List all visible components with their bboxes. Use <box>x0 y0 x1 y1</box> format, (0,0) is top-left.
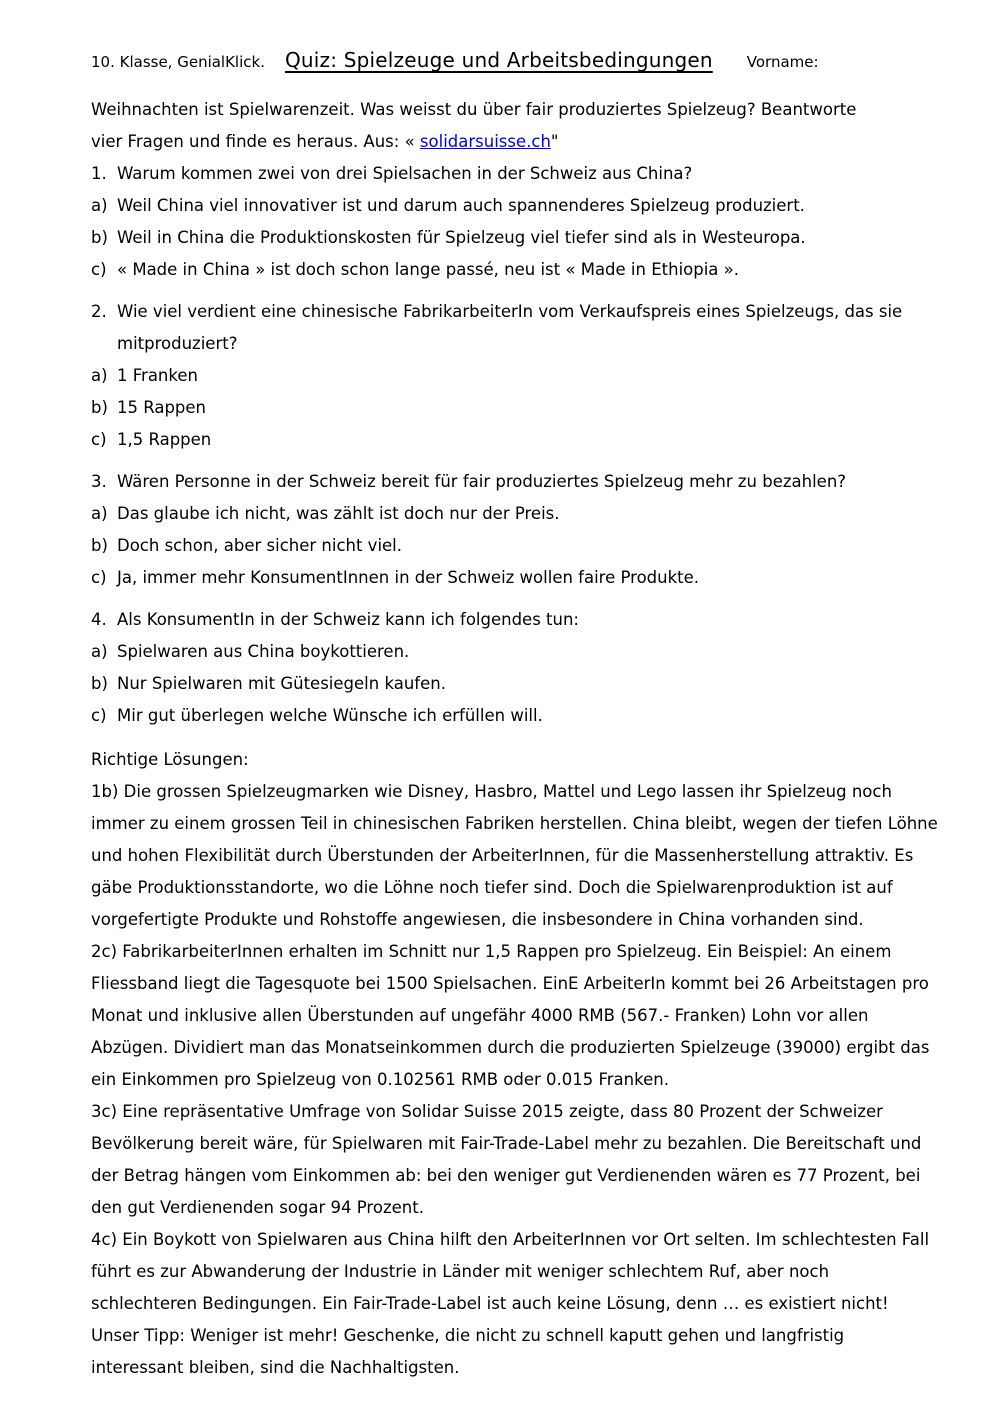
question-1-text: Warum kommen zwei von drei Spielsachen in der Schweiz aus China? <box>117 164 693 183</box>
option-label: b) <box>91 674 108 693</box>
option-label: c) <box>91 706 107 725</box>
solution-1b-text: Die grossen Spielzeugmarken wie Disney, Hasbro, Mattel und Lego lassen ihr Spielzeug noch immer zu einem grossen Teil in chinesischen Fabriken herstellen. China bleibt, wegen der tiefen Löhne und hohen Flexibilität durch Überstunden der ArbeiterInnen, für die Massenherstellung attraktiv. Es gäbe Produktionsstandorte, wo die Löhne noch tiefer sind. Doch die Spielwarenproduktion ist auf vorgefertigte Produkte und Rohstoffe angewiesen, die insbesondere in China vorhanden sind. <box>91 782 938 929</box>
intro-line-1: Weihnachten ist Spielwarenzeit. Was weisst du über fair produziertes Spielzeug? Beantworte <box>91 100 857 119</box>
question-3-title <box>91 466 938 498</box>
option-text: 15 Rappen <box>117 398 207 417</box>
solution-2c <box>91 936 938 1096</box>
intro-line-2-text: vier Fragen und finde es heraus. Aus: « <box>91 132 420 151</box>
question-1 <box>91 158 938 286</box>
option-label: c) <box>91 430 107 449</box>
option-label: c) <box>91 568 107 587</box>
option-label: b) <box>91 398 108 417</box>
question-2-option-a <box>91 360 938 392</box>
question-4-title <box>91 604 938 636</box>
option-label: a) <box>91 366 108 385</box>
solution-2c-text: FabrikarbeiterInnen erhalten im Schnitt nur 1,5 Rappen pro Spielzeug. Ein Beispiel: An einem Fliessband liegt die Tagesquote bei 1500 Spielsachen. EinE ArbeiterIn kommt bei 26 Arbeitstagen pro Monat und inklusive allen Überstunden auf ungefähr 4000 RMB (567.- Franken) Lohn vor allen Abzügen. Dividiert man das Monatseinkommen durch die produzierten Spielzeuge (39000) ergibt das ein Einkommen pro Spielzeug von 0.102561 RMB oder 0.015 Franken. <box>91 942 930 1089</box>
option-text: « Made in China » ist doch schon lange passé, neu ist « Made in Ethiopia ». <box>117 260 739 279</box>
option-label: c) <box>91 260 107 279</box>
solution-3c-id: 3c) <box>91 1102 118 1121</box>
option-text: Weil in China die Produktionskosten für Spielzeug viel tiefer sind als in Westeuropa. <box>117 228 806 247</box>
document-header <box>91 44 938 78</box>
option-text: Das glaube ich nicht, was zählt ist doch nur der Preis. <box>117 504 560 523</box>
question-4-text: Als KonsumentIn in der Schweiz kann ich folgendes tun: <box>117 610 579 629</box>
option-label: b) <box>91 536 108 555</box>
option-label: b) <box>91 228 108 247</box>
question-3-option-c <box>91 562 938 594</box>
question-2-title <box>91 296 938 360</box>
option-label: a) <box>91 504 108 523</box>
solution-4c <box>91 1224 938 1384</box>
class-label: 10. Klasse, GenialKlick. <box>91 53 265 71</box>
solution-4c-text: Ein Boykott von Spielwaren aus China hilft den ArbeiterInnen vor Ort selten. Im schlechtesten Fall führt es zur Abwanderung der Industrie in Länder mit weniger schlechtem Ruf, aber noch schlechteren Bedingungen. Ein Fair-Trade-Label ist auch keine Lösung, denn … es existiert nicht! Unser Tipp: Weniger ist mehr! Geschenke, die nicht zu schnell kaputt gehen und langfristig interessant bleiben, sind die Nachhaltigsten. <box>91 1230 930 1377</box>
option-text: 1,5 Rappen <box>117 430 212 449</box>
question-4-option-b <box>91 668 938 700</box>
closing-quote: " <box>550 132 559 151</box>
solution-3c <box>91 1096 938 1224</box>
question-3 <box>91 466 938 594</box>
option-text: Mir gut überlegen welche Wünsche ich erfüllen will. <box>117 706 543 725</box>
solution-1b <box>91 776 938 936</box>
question-1-option-a <box>91 190 938 222</box>
question-3-option-b <box>91 530 938 562</box>
option-text: Spielwaren aus China boykottieren. <box>117 642 410 661</box>
question-2-text: Wie viel verdient eine chinesische FabrikarbeiterIn vom Verkaufspreis eines Spielzeugs, das sie mitproduziert? <box>117 302 903 353</box>
option-text: Ja, immer mehr KonsumentInnen in der Schweiz wollen faire Produkte. <box>117 568 700 587</box>
solution-1b-id: 1b) <box>91 782 119 801</box>
question-1-title <box>91 158 938 190</box>
question-2-option-c <box>91 424 938 456</box>
option-text: Doch schon, aber sicher nicht viel. <box>117 536 403 555</box>
question-4-option-a <box>91 636 938 668</box>
page-title: Quiz: Spielzeuge und Arbeitsbedingungen <box>284 48 713 72</box>
option-label: a) <box>91 196 108 215</box>
option-label: a) <box>91 642 108 661</box>
option-text: Weil China viel innovativer ist und darum auch spannenderes Spielzeug produziert. <box>117 196 805 215</box>
solutions-heading: Richtige Lösungen: <box>91 750 249 769</box>
question-3-option-a <box>91 498 938 530</box>
question-3-number: 3. <box>91 472 107 491</box>
solution-3c-text: Eine repräsentative Umfrage von Solidar Suisse 2015 zeigte, dass 80 Prozent der Schweizer Bevölkerung bereit wäre, für Spielwaren mit Fair-Trade-Label mehr zu bezahlen. Die Bereitschaft und der Betrag hängen vom Einkommen ab: bei den weniger gut Verdienenden wären es 77 Prozent, bei den gut Verdienenden sogar 94 Prozent. <box>91 1102 922 1217</box>
question-2-number: 2. <box>91 302 107 321</box>
question-4 <box>91 604 938 732</box>
question-1-option-b <box>91 222 938 254</box>
intro-line-2 <box>91 126 938 158</box>
question-4-number: 4. <box>91 610 107 629</box>
question-1-number: 1. <box>91 164 107 183</box>
question-2 <box>91 296 938 456</box>
name-field-label: Vorname: <box>746 53 819 71</box>
question-2-option-b <box>91 392 938 424</box>
solution-4c-id: 4c) <box>91 1230 118 1249</box>
solidarsuisse-link[interactable]: solidarsuisse.ch <box>419 132 551 151</box>
option-text: 1 Franken <box>117 366 198 385</box>
solutions-section <box>91 744 938 1384</box>
question-3-text: Wären Personne in der Schweiz bereit für fair produziertes Spielzeug mehr zu bezahlen? <box>117 472 847 491</box>
question-1-option-c <box>91 254 938 286</box>
option-text: Nur Spielwaren mit Gütesiegeln kaufen. <box>117 674 446 693</box>
solution-2c-id: 2c) <box>91 942 118 961</box>
question-4-option-c <box>91 700 938 732</box>
